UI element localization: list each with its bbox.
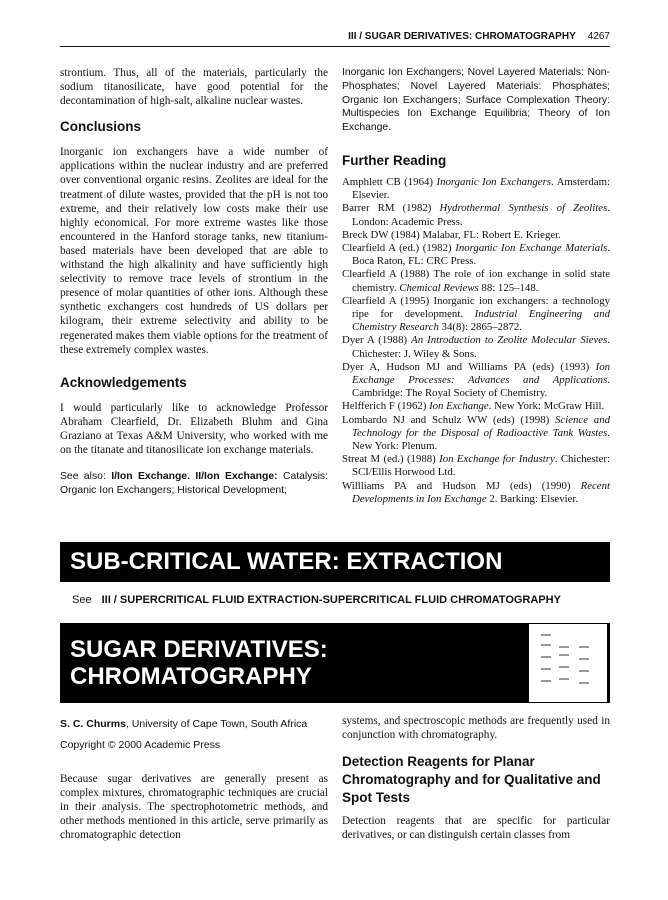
xref-link[interactable]: III / SUPERCRITICAL FLUID EXTRACTION-SUPERCRITICAL FLUID CHROMATOGRAPHY	[101, 594, 561, 606]
article-right-column	[342, 714, 610, 842]
author-name: S. C. Churms	[60, 718, 126, 730]
see-also	[60, 470, 328, 498]
reference-item: Willliams PA and Hudson MJ (eds) (1990) Recent Developments in Ion Exchange 2. Barking: Elsevier.	[342, 479, 610, 505]
reference-item: Streat M (ed.) (1988) Ion Exchange for Industry. Chichester: SCI/Ellis Horwood Ltd.	[342, 453, 610, 479]
reference-item: Helfferich F (1962) Ion Exchange. New York: McGraw Hill.	[342, 400, 605, 413]
cross-reference	[72, 594, 561, 606]
reference-item: Clearfield A (1988) The role of ion exchange in solid state chemistry. Chemical Reviews 88: 125–148.	[342, 268, 610, 294]
reference-item: Dyer A (1988) An Introduction to Zeolite Molecular Sieves. Chichester: J. Wiley & Sons.	[342, 334, 611, 360]
article-left-column	[60, 717, 328, 842]
conclusions-heading: Conclusions	[60, 119, 142, 135]
xref-see: See	[72, 594, 92, 606]
running-header	[60, 18, 610, 47]
page-number: 4267	[587, 31, 610, 42]
banner-title: SUB-CRITICAL WATER: EXTRACTION	[70, 548, 503, 575]
article-intro-paragraph: Because sugar derivatives are generally present as complex mixtures, chromatographic techniques are crucial in their analysis. The spectrophotometric methods, and other methods mentioned in this article, serve primarily as chromatographic detection	[60, 773, 328, 842]
acknowledgements-paragraph: I would particularly like to acknowledge Professor Abraham Clearfield, Dr. Elizabeth Bluhm and Gina Graziano at Texas A&M University, who worked with me on the titanate and titanosilicate ion exchange materials.	[60, 401, 328, 456]
conclusions-paragraph: Inorganic ion exchangers have a wide number of applications within the nuclear industry and are preferred over conventional organic resins. Zeolites are ideal for the treatment of dilute wastes, provided that the pH is not too extreme, and their relatively low costs make their use highly economical. For more extreme wastes like those encountered in the Hanford storage tanks, new titanium-based materials have been developed that are able to withstand the high alkalinity and have sufficiently high selectivity to remove trace levels of strontium in the presence of molar quantities of other ions. Although these synthetic exchangers cost hundreds of US dollars per kilogram, their extreme selectivity and ability to be regenerated makes them viable options for the treatment of these extremely complex wastes.	[60, 146, 328, 356]
reference-item: Barrer RM (1982) Hydrothermal Synthesis of Zeolites. London: Academic Press.	[342, 202, 610, 228]
reference-item: Lombardo NJ and Schulz WW (eds) (1998) Science and Technology for the Disposal of Radioactive Tank Wastes. New York: Plenum.	[342, 413, 610, 453]
banner-title-line2: CHROMATOGRAPHY	[70, 663, 312, 690]
see-also-link-ion-exchange[interactable]: I/Ion Exchange. II/Ion Exchange:	[111, 471, 278, 483]
section-banner-sub-critical-water	[60, 542, 610, 582]
reference-item: Clearfield A (ed.) (1982) Inorganic Ion Exchange Materials. Boca Raton, FL: CRC Press.	[342, 242, 610, 268]
reference-list	[342, 176, 610, 506]
left-column-top	[60, 66, 328, 498]
reference-item: Breck DW (1984) Malabar, FL: Robert E. Krieger.	[342, 228, 561, 241]
author-affiliation: , University of Cape Town, South Africa	[125, 718, 308, 730]
right-column-top	[342, 66, 610, 506]
copyright-line: Copyright © 2000 Academic Press	[60, 739, 221, 751]
see-also-links[interactable]: Catalysis: Organic Ion Exchangers; Historical Development;	[60, 471, 329, 496]
chromatography-thumbnail-icon	[528, 623, 608, 703]
acknowledgements-heading: Acknowledgements	[60, 374, 187, 390]
see-also-label: See also:	[60, 471, 106, 483]
banner-title-line1: SUGAR DERIVATIVES:	[70, 636, 328, 663]
author-line	[60, 717, 328, 731]
further-reading-heading: Further Reading	[342, 152, 447, 168]
reference-item: Amphlett CB (1964) Inorganic Ion Exchangers. Amsterdam: Elsevier.	[342, 175, 610, 202]
intro-paragraph: strontium. Thus, all of the materials, particularly the sodium titanosilicate, have good potential for the decontamination of high-salt, alkaline nuclear wastes.	[60, 67, 328, 108]
reference-item: Dyer A, Hudson MJ and Williams PA (eds) (1993) Ion Exchange Processes: Advances and Applications. Cambridge: The Royal Society of Chemistry.	[342, 360, 610, 400]
article-right-paragraph: systems, and spectroscopic methods are frequently used in conjunction with chromatography.	[342, 715, 610, 742]
see-also-continued[interactable]: Inorganic Ion Exchangers; Novel Layered Materials: Non-Phosphates; Novel Layered Materials: Phosphates; Organic Ion Exchangers; Surface Complexation Theory: Multispecies Ion Exchange Equilibria; Theory of Ion Exchange.	[342, 67, 610, 134]
detection-reagents-heading: Detection Reagents for Planar Chromatography and for Qualitative and Spot Tests	[342, 754, 601, 806]
reference-item: Clearfield A (1995) Inorganic ion exchangers: a technology ripe for development. Industrial Engineering and Chemistry Research 34(8): 2865–2872.	[342, 294, 610, 334]
detection-reagents-paragraph: Detection reagents that are specific for particular derivatives, or can distinguish certain classes from	[342, 815, 610, 842]
running-title: III / SUGAR DERIVATIVES: CHROMATOGRAPHY	[348, 31, 576, 42]
